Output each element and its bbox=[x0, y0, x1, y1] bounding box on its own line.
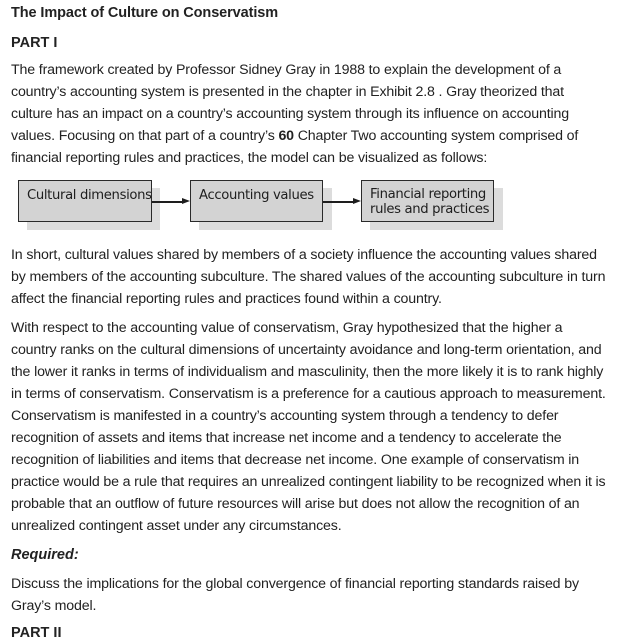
text-line: Discuss the implications for the global convergence of financial reporting standards raised by bbox=[11, 576, 579, 592]
summary-paragraph bbox=[11, 244, 626, 310]
text-line: probable that an outflow of future resources will arise but does not allow the recognition of an bbox=[11, 496, 580, 512]
text-line: financial reporting rules and practices, the model can be visualized as follows: bbox=[11, 150, 488, 166]
text-line: recognition of liabilities and items that decrease net income. One example of conservatism in bbox=[11, 452, 580, 468]
required-label: Required: bbox=[11, 547, 79, 563]
document-title: The Impact of Culture on Conservatism bbox=[11, 5, 279, 21]
text-line: Conservatism is manifested in a country’s accounting system through a tendency to defer bbox=[11, 408, 559, 424]
text-line: recognition of assets and items that increase net income and a tendency to accelerate the bbox=[11, 430, 562, 446]
arrow-line bbox=[152, 201, 183, 203]
box-label: Financial reporting bbox=[370, 187, 486, 202]
financial-reporting-box bbox=[361, 180, 494, 222]
text-line: by members of the accounting subculture. The shared values of the accounting subculture in turn bbox=[11, 269, 606, 285]
gray-model-diagram bbox=[0, 0, 635, 240]
text-line: The framework created by Professor Sidney Gray in 1988 to explain the development of a bbox=[11, 62, 562, 78]
text-segment: Chapter Two accounting system comprised of bbox=[293, 128, 579, 144]
page-number-bold: 60 bbox=[278, 128, 294, 144]
arrow-line bbox=[323, 201, 354, 203]
text-line: culture has an impact on a country’s accounting system through its influence on accounting bbox=[11, 106, 570, 122]
text-line: country ranks on the cultural dimensions of uncertainty avoidance and long-term orientation, and bbox=[11, 342, 602, 358]
part-two-heading: PART II bbox=[11, 625, 62, 641]
text-line: in terms of conservatism. Conservatism is a preference for a cautious approach to measurement. bbox=[11, 386, 606, 402]
text-line: unrealized contingent asset under any circumstances. bbox=[11, 518, 342, 534]
cultural-dimensions-box bbox=[18, 180, 152, 222]
box-label: rules and practices bbox=[370, 202, 490, 217]
text-line: affect the financial reporting rules and practices found within a country. bbox=[11, 291, 442, 307]
text-line: the lower it ranks in terms of individualism and masculinity, then the more likely it is to rank highly bbox=[11, 364, 604, 380]
text-line: Gray’s model. bbox=[11, 598, 97, 614]
text-segment: values. Focusing on that part of a country’s bbox=[11, 128, 279, 144]
question-paragraph bbox=[11, 573, 626, 617]
box-label: Cultural dimensions bbox=[27, 188, 152, 203]
conservatism-paragraph bbox=[11, 317, 626, 537]
text-line: In short, cultural values shared by members of a society influence the accounting values shared bbox=[11, 247, 597, 263]
text-line: With respect to the accounting value of conservatism, Gray hypothesized that the higher a bbox=[11, 320, 563, 336]
arrow-right-icon bbox=[182, 198, 190, 204]
box-label: Accounting values bbox=[199, 188, 314, 203]
arrow-right-icon bbox=[353, 198, 361, 204]
text-line: country’s accounting system is presented in the chapter in Exhibit 2.8 . Gray theorized that bbox=[11, 84, 564, 100]
accounting-values-box bbox=[190, 180, 323, 222]
part-one-heading: PART I bbox=[11, 35, 58, 51]
text-line: practice would be a rule that requires an unrealized contingent liability to be recognized when it is bbox=[11, 474, 606, 490]
